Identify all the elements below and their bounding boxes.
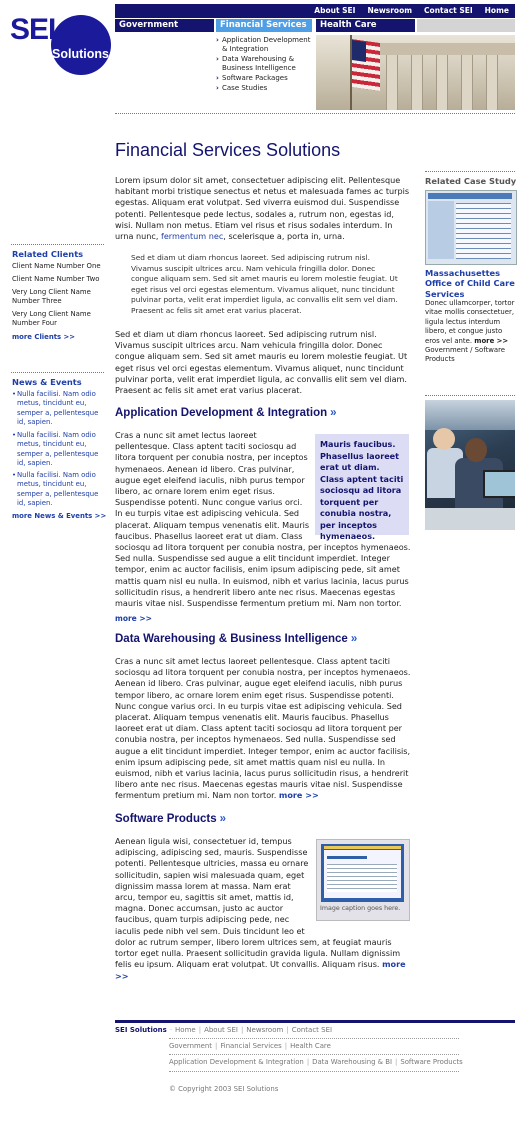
related-case-study-heading: Related Case Study — [425, 176, 517, 186]
second-paragraph: Sed et diam ut diam rhoncus laoreet. Sed adipiscing rutrum nisl. Vivamus suscipit ultrices arcu. Nam vehicula fringilla dolor. Donec congue aliquam sem. Sed sit amet mauris eu lorem molestie feugiat. Ut eget risus vel orci egestas elementum. Vivamus aliquet, nunc tincidunt pulvinar porta, velit erat imperdiet ligula, ac convallis elit sem vel diam. Praesent ac felis sit amet erat varius placerat. — [115, 329, 408, 396]
people-at-computer-photo — [425, 400, 515, 530]
software-products-image — [316, 839, 410, 921]
fermentum-link[interactable]: fermentum nec — [160, 231, 224, 242]
software-products-text-wide: dolor ac rutrum semper, libero lorem ultrices sem, at feugiat mauris tortor eget nulla. Praesent sollicitudin gravida ligula. Nullam dignissim felis eu ipsum. Aliquam erat volutpat. Ut convallis. Aliquam risus. more >> — [115, 937, 406, 981]
footer-divider — [169, 1038, 459, 1039]
nav-newsroom-link[interactable]: Newsroom — [367, 6, 413, 15]
nav-contact-link[interactable]: Contact SEI — [424, 6, 473, 15]
submenu-software-packages[interactable]: › Software Packages — [216, 74, 316, 83]
case-study-title-link[interactable]: Massachusettes Office of Child Care Services — [425, 268, 515, 299]
client-item[interactable]: Client Name Number Two — [12, 275, 100, 283]
footer-home-link[interactable]: Home — [175, 1026, 196, 1034]
header-divider — [115, 113, 515, 114]
more-clients-link[interactable]: more Clients >> — [12, 333, 76, 341]
footer-app-dev-link[interactable]: Application Development & Integration — [169, 1058, 304, 1066]
sidebar-divider — [11, 372, 104, 373]
section-heading-software-products[interactable]: Software Products » — [115, 813, 227, 825]
case-study-more-link[interactable]: more >> — [474, 336, 509, 345]
news-events-heading: News & Events — [12, 377, 82, 387]
case-study-thumbnail[interactable] — [425, 190, 517, 265]
software-products-text-narrow: Aenean ligula wisi, consectetuer id, tempus adipiscing, adipiscing sed, mauris. Suspendisse potenti. Pellentesque ultricies, massa eu ornare sollicitudin, sapien wisi malesuada quam, eget dignissim massa lorem at massa. Nam erat arcu, tempor eu, sagittis sit amet, mattis id, magna. Donec accumsan, justo ac auctor faucibus, quam turpis adipiscing pede, nec iaculis pede nibh vel sem. Duis tincidunt leo et — [115, 836, 309, 936]
news-item[interactable]: • Nulla facilisi. Nam odio metus, tincidunt eu, semper a, pellentesque id, sapien. — [12, 471, 104, 509]
intro-paragraph: Lorem ipsum dolor sit amet, consectetuer adipiscing elit. Pellentesque habitant morbi tristique senectus et netus et malesuada fames ac turpis egestas. Aliquam erat volutpat. Sed viverra euismod dui. Suspendisse potenti. Pellentesque pede lectus, sodales a, rutrum non, egestas id, wisi. Nullam non metus. Etiam vel risus et risus sodales interdum. In urna nunc, fermentum nec, scelerisque a, porta in, urna. — [115, 175, 410, 242]
callout-box: Mauris faucibus. Phasellus laoreet erat ut diam. Class aptent taciti sociosqu ad litora torquent per conubia nostra, per inceptos hymenaeos. — [315, 434, 409, 535]
footer-government-link[interactable]: Government — [169, 1042, 212, 1050]
more-news-link[interactable]: more News & Events >> — [12, 512, 107, 520]
sidebar-divider — [11, 244, 104, 245]
arrow-right-icon: » — [219, 813, 227, 825]
related-clients-heading: Related Clients — [12, 249, 84, 259]
footer-about-link[interactable]: About SEI — [204, 1026, 238, 1034]
sp-more-link[interactable]: more >> — [115, 959, 406, 981]
copyright: © Copyright 2003 SEI Solutions — [169, 1085, 279, 1093]
indented-quote: Sed et diam ut diam rhoncus laoreet. Sed adipiscing rutrum nisl. Vivamus suscipit ultrices arcu. Nam vehicula fringilla dolor. Donec congue aliquam sem. Sed sit amet mauris eu lorem molestie feugiat. Ut eget risus vel orci egestas elementum. Vivamus aliquet, nunc tincidunt pulvinar porta, velit erat imperdiet ligula, ac convallis elit sem vel diam. Praesent ac felis sit amet erat varius placerat. — [131, 253, 398, 315]
news-item[interactable]: • Nulla facilisi. Nam odio metus, tincidunt eu, semper a, pellentesque id, sapien. — [12, 390, 104, 428]
submenu-app-dev[interactable]: › Application Development & Integration — [216, 36, 316, 54]
submenu-data-warehousing[interactable]: › Data Warehousing & Business Intelligence — [216, 55, 316, 73]
footer-rule — [115, 1020, 515, 1023]
case-study-category-link[interactable]: Government / Software Products — [425, 346, 506, 364]
client-item[interactable]: Very Long Client Name Number Three — [12, 288, 91, 306]
client-item[interactable]: Client Name Number One — [12, 262, 101, 270]
logo[interactable] — [10, 5, 109, 77]
page-title: Financial Services Solutions — [115, 140, 341, 160]
nav-home-link[interactable]: Home — [484, 6, 509, 15]
tab-financial-services[interactable]: Financial Services — [216, 19, 312, 32]
case-study-summary: Donec ullamcorper, tortor vitae mollis consectetuer, ligula lectus interdum libero, et congue justo eros vel ante. more >> Government / Software Products — [425, 299, 515, 364]
tab-government[interactable]: Government — [115, 19, 214, 32]
tab-health-care[interactable]: Health Care — [316, 19, 415, 32]
footer-dw-link[interactable]: Data Warehousing & BI — [312, 1058, 393, 1066]
financial-submenu — [216, 36, 316, 94]
submenu-case-studies[interactable]: › Case Studies — [216, 84, 316, 93]
section-heading-data-warehousing[interactable]: Data Warehousing & Business Intelligence » — [115, 633, 358, 645]
client-item[interactable]: Very Long Client Name Number Four — [12, 310, 91, 328]
app-dev-text-narrow: Cras a nunc sit amet lectus laoreet pellentesque. Class aptent taciti sociosqu ad litora torquent per conubia nostra, per inceptos hymenaeos. Aenean id libero. Cras pulvinar, augue eget eleifend iaculis, nibh purus tempor libero, ac ornare lorem enim eget risus. Suspendisse potenti. Nunc congue varius orci. In eu turpis vitae est adipiscing vehicula. Sed placerat. Aliquam tempus venenatis elit. Mauris faucibus. Phasellus laoreet erat ut diam. Class — [115, 430, 310, 541]
footer-divider — [169, 1054, 459, 1055]
logo-text-sei: SEI — [10, 13, 56, 46]
news-item[interactable]: • Nulla facilisi. Nam odio metus, tincidunt eu, semper a, pellentesque id, sapien. — [12, 431, 104, 469]
app-dev-text-wide: sociosqu ad litora torquent per conubia nostra, per inceptos hymenaeos. Sed nulla. Suspendisse sed augue a elit tincidunt imperdiet. Integer tempor, enim ac auctor facilisis, enim ipsum adipiscing pede, sit amet mattis quam nisl eu nulla. In euismod, nibh et varius lacinia, lacus purus sollicitudin risus, a hendrerit libero ante nec risus. Maecenas egestas mauris vitae nisl. Suspendisse fermentum pretium mi. Nam non tortor. — [115, 542, 411, 609]
image-caption: Image caption goes here. — [320, 905, 401, 912]
sidebar-divider — [425, 395, 515, 396]
logo-circle — [51, 15, 111, 75]
header-photo-stock-exchange — [316, 35, 515, 110]
footer-healthcare-link[interactable]: Health Care — [290, 1042, 331, 1050]
footer-nav: SEI Solutions · Home | About SEI | Newsroom | Contact SEI — [115, 1026, 333, 1034]
footer-row-services: Application Development & Integration | Data Warehousing & BI | Software Products — [169, 1058, 463, 1066]
dw-more-link[interactable]: more >> — [278, 790, 319, 801]
arrow-right-icon: » — [330, 407, 337, 419]
app-dev-more-link[interactable]: more >> — [115, 614, 152, 623]
section-heading-app-dev[interactable]: Application Development & Integration » — [115, 407, 337, 419]
footer-financial-link[interactable]: Financial Services — [220, 1042, 282, 1050]
sidebar-divider — [425, 171, 515, 172]
footer-newsroom-link[interactable]: Newsroom — [246, 1026, 284, 1034]
arrow-right-icon: » — [350, 633, 358, 645]
top-utility-nav — [115, 4, 515, 18]
nav-about-link[interactable]: About SEI — [314, 6, 356, 15]
data-warehousing-text: Cras a nunc sit amet lectus laoreet pellentesque. Class aptent taciti sociosqu ad litora torquent per conubia nostra, per inceptos hymenaeos. Aenean id libero. Cras pulvinar, augue eget eleifend iaculis, nibh purus tempor libero, ac ornare lorem enim eget risus. Suspendisse potenti. Nunc congue varius orci. In eu turpis vitae est adipiscing vehicula. Sed placerat. Aliquam tempus venenatis elit. Mauris faucibus. Phasellus laoreet erat ut diam. Class aptent taciti sociosqu ad litora torquent per conubia nostra, per inceptos hymenaeos. Sed nulla. Suspendisse sed augue a elit tincidunt imperdiet. Integer tempor, enim ac auctor facilisis, enim ipsum adipiscing pede, sit amet mattis quam nisl eu nulla. In euismod, nibh et varius lacinia, lacus purus sollicitudin risus, a hendrerit libero ante nec risus. Maecenas egestas mauris vitae nisl. Suspendisse fermentum pretium mi. Nam non tortor. more >> — [115, 656, 411, 801]
footer-contact-link[interactable]: Contact SEI — [291, 1026, 333, 1034]
footer-row-industries: Government | Financial Services | Health Care — [169, 1042, 331, 1050]
footer-divider — [169, 1071, 459, 1072]
logo-text-solutions: Solutions — [52, 47, 109, 61]
footer-brand[interactable]: SEI Solutions — [115, 1026, 167, 1034]
footer-software-link[interactable]: Software Products — [400, 1058, 463, 1066]
tab-spacer — [417, 19, 515, 32]
